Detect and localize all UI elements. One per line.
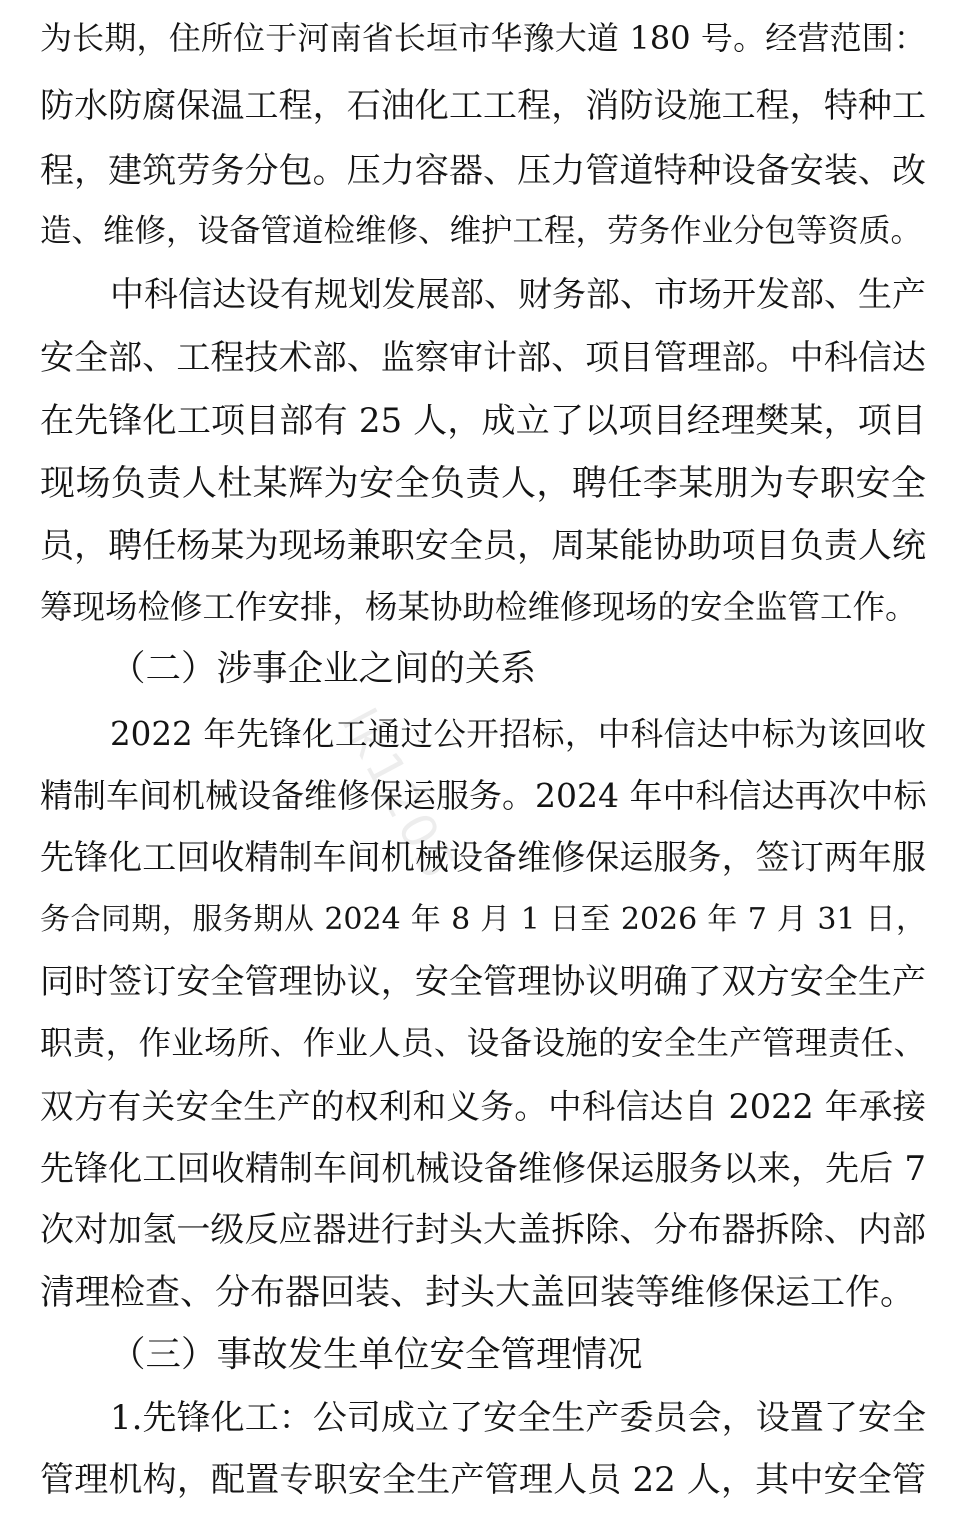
text-line: 防水防腐保温工程，石油化工工程，消防设施工程，特种工	[40, 86, 926, 126]
section-heading: （二）涉事企业之间的关系	[110, 648, 537, 689]
text-line: 员，聘任杨某为现场兼职安全员，周某能协助项目负责人统	[40, 526, 926, 566]
paragraph-first-line: 中科信达设有规划发展部、财务部、市场开发部、生产	[110, 275, 926, 315]
paragraph-first-line: 1.先锋化工：公司成立了安全生产委员会，设置了安全	[110, 1398, 926, 1438]
text-line: 在先锋化工项目部有 25 人，成立了以项目经理樊某，项目	[40, 401, 926, 441]
text-line: 先锋化工回收精制车间机械设备维修保运服务，签订两年服	[40, 838, 926, 878]
text-line: 为长期，住所位于河南省长垣市华豫大道 180 号。经营范围：	[40, 19, 926, 57]
text-line: 造、维修，设备管道检维修、维护工程，劳务作业分包等资质。	[40, 213, 923, 249]
text-line: 清理检查、分布器回装、封头大盖回装等维修保运工作。	[40, 1273, 916, 1313]
text-line: 双方有关安全生产的权利和义务。中科信达自 2022 年承接	[40, 1087, 926, 1126]
text-line: 同时签订安全管理协议，安全管理协议明确了双方安全生产	[40, 962, 926, 1002]
text-line: 精制车间机械设备维修保运服务。2024 年中科信达再次中标	[40, 776, 927, 815]
text-line: 安全部、工程技术部、监察审计部、项目管理部。中科信达	[40, 338, 926, 378]
section-heading: （三）事故发生单位安全管理情况	[110, 1334, 643, 1375]
text-line: 务合同期，服务期从 2024 年 8 月 1 日至 2026 年 7 月 31 日，	[40, 902, 926, 937]
text-line: 管理机构，配置专职安全生产管理人员 22 人，其中安全管	[40, 1460, 926, 1500]
paragraph-first-line: 2022 年先锋化工通过公开招标，中科信达中标为该回收	[110, 715, 926, 753]
text-line: 先锋化工回收精制车间机械设备维修保运服务以来，先后 7	[40, 1149, 926, 1189]
text-line: 职责，作业场所、作业人员、设备设施的安全生产管理责任、	[40, 1024, 926, 1062]
watermark: lk1205	[330, 700, 468, 892]
text-line: 程，建筑劳务分包。压力容器、压力管道特种设备安装、改	[40, 151, 926, 191]
text-line: 筹现场检修工作安排，杨某协助检维修现场的安全监管工作。	[40, 588, 918, 626]
text-line: 现场负责人杜某辉为安全负责人，聘任李某朋为专职安全	[40, 464, 926, 504]
text-line: 次对加氢一级反应器进行封头大盖拆除、分布器拆除、内部	[40, 1210, 926, 1250]
